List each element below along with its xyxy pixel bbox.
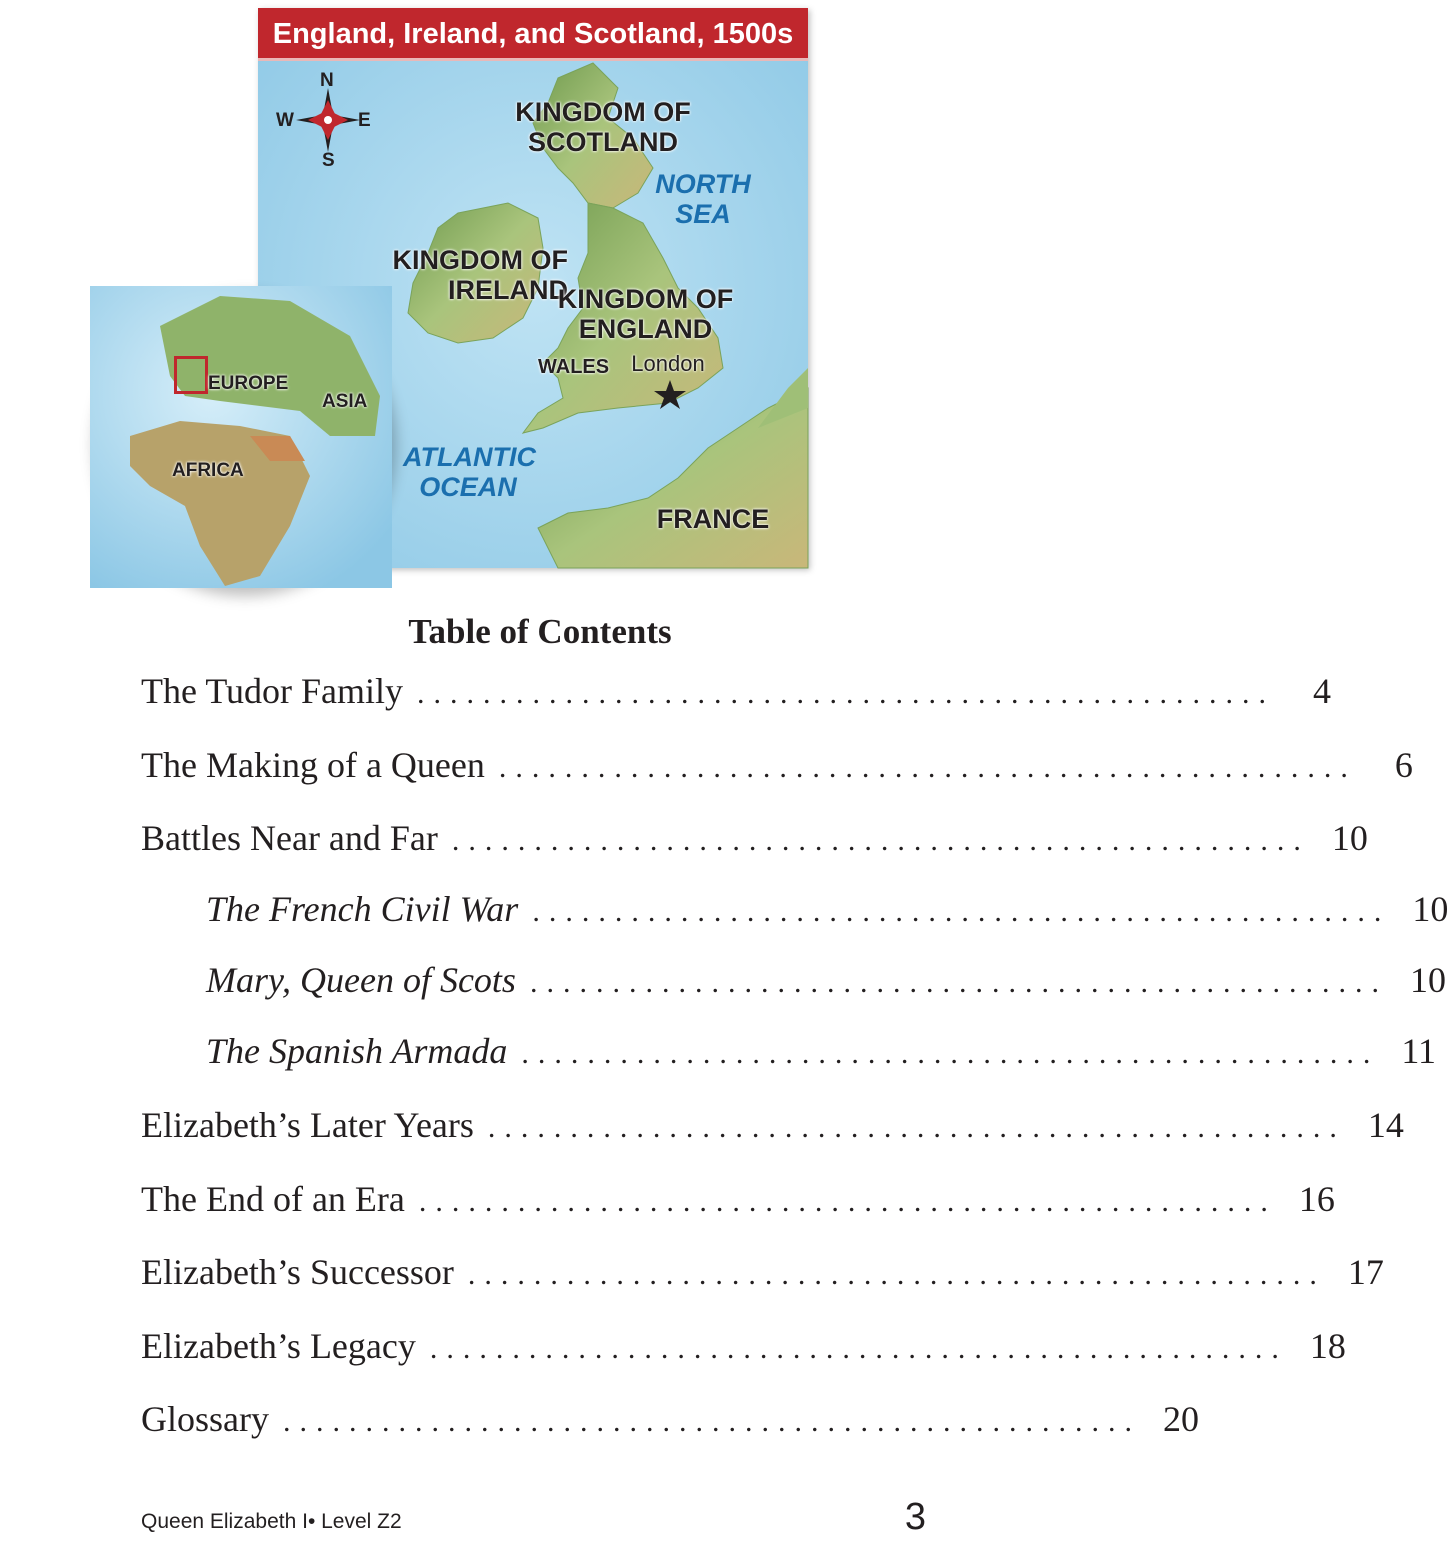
toc-leader-dots: .................................................... bbox=[529, 966, 1388, 999]
toc-entry-page: 6 bbox=[1394, 745, 1413, 785]
toc-leader-dots: .................................................... bbox=[418, 1185, 1277, 1218]
globe-inset bbox=[90, 286, 392, 588]
toc-subentry[interactable] bbox=[206, 888, 1448, 938]
toc-entry-page: 10 bbox=[1409, 960, 1446, 1000]
page-number: 3 bbox=[904, 1496, 926, 1538]
toc-entry[interactable] bbox=[141, 670, 1332, 720]
toc-leader-dots: .................................................... bbox=[417, 677, 1276, 710]
toc-entry-label: Mary, Queen of Scots bbox=[206, 960, 516, 1000]
toc-leader-dots: .................................................... bbox=[429, 1332, 1288, 1365]
toc-subentry[interactable] bbox=[206, 1030, 1437, 1080]
toc-leader-dots: .................................................... bbox=[521, 1037, 1380, 1070]
toc-entry-page: 11 bbox=[1401, 1031, 1437, 1071]
compass-west: W bbox=[276, 110, 294, 131]
toc-entry-page: 20 bbox=[1163, 1399, 1199, 1439]
toc-entry-page: 10 bbox=[1412, 889, 1448, 929]
toc-leader-dots: .................................................... bbox=[532, 895, 1391, 928]
label-scotland: KINGDOM OF SCOTLAND bbox=[515, 97, 691, 157]
globe-image bbox=[90, 286, 392, 588]
toc-leader-dots: .................................................... bbox=[451, 824, 1310, 857]
label-london: London bbox=[631, 351, 705, 376]
toc-entry-label: The French Civil War bbox=[206, 889, 519, 929]
toc-entry-page: 14 bbox=[1367, 1105, 1404, 1145]
toc-entry-label: The Tudor Family bbox=[141, 671, 404, 711]
toc-entry[interactable] bbox=[141, 1104, 1404, 1154]
compass-north: N bbox=[320, 70, 334, 91]
label-england: KINGDOM OF ENGLAND bbox=[557, 284, 734, 344]
compass-rose bbox=[278, 70, 378, 170]
toc-entry[interactable] bbox=[141, 817, 1368, 867]
toc-leader-dots: .................................................... bbox=[467, 1258, 1326, 1291]
toc-entry-label: The End of an Era bbox=[141, 1179, 405, 1219]
label-asia: ASIA bbox=[322, 391, 368, 412]
compass-east: E bbox=[358, 110, 371, 131]
label-africa: AFRICA bbox=[172, 460, 244, 481]
compass-south: S bbox=[322, 150, 335, 171]
toc-entry-label: Elizabeth’s Successor bbox=[141, 1252, 454, 1292]
toc-entry-label: Glossary bbox=[141, 1399, 269, 1439]
toc-entry-label: Battles Near and Far bbox=[141, 818, 438, 858]
toc-entry[interactable] bbox=[141, 1325, 1346, 1375]
toc-entry[interactable] bbox=[141, 1178, 1335, 1228]
label-france: FRANCE bbox=[656, 504, 770, 534]
toc-entry-label: Elizabeth’s Legacy bbox=[141, 1326, 416, 1366]
toc-entry-page: 18 bbox=[1309, 1326, 1346, 1366]
label-wales: WALES bbox=[538, 356, 610, 378]
toc-leader-dots: .................................................... bbox=[498, 751, 1357, 784]
toc-entry-page: 4 bbox=[1313, 671, 1332, 711]
toc-entry-page: 10 bbox=[1331, 818, 1368, 858]
toc-entry-page: 17 bbox=[1347, 1252, 1384, 1292]
map-title: England, Ireland, and Scotland, 1500s bbox=[258, 8, 808, 61]
label-atlantic-ocean: ATLANTIC OCEAN bbox=[403, 442, 536, 502]
label-europe: EUROPE bbox=[208, 373, 289, 394]
toc-title: Table of Contents bbox=[408, 612, 672, 651]
toc-leader-dots: .................................................... bbox=[283, 1405, 1141, 1438]
map-figure bbox=[90, 8, 810, 598]
toc-entry[interactable] bbox=[141, 744, 1413, 794]
toc-entry-label: Elizabeth’s Later Years bbox=[141, 1105, 474, 1145]
label-north-sea: NORTH SEA bbox=[655, 169, 751, 229]
label-ireland: KINGDOM OF IRELAND bbox=[392, 245, 568, 305]
toc-entry-label: The Spanish Armada bbox=[206, 1031, 508, 1071]
footer-book-title: Queen Elizabeth I• Level Z2 bbox=[141, 1510, 402, 1533]
toc-entry[interactable] bbox=[141, 1251, 1384, 1301]
toc-leader-dots: .................................................... bbox=[487, 1111, 1346, 1144]
uk-highlight-box bbox=[174, 356, 208, 394]
toc-subentry[interactable] bbox=[206, 959, 1446, 1009]
toc-entry[interactable] bbox=[141, 1398, 1199, 1448]
toc-entry-page: 16 bbox=[1298, 1179, 1335, 1219]
toc-entry-label: The Making of a Queen bbox=[141, 745, 485, 785]
